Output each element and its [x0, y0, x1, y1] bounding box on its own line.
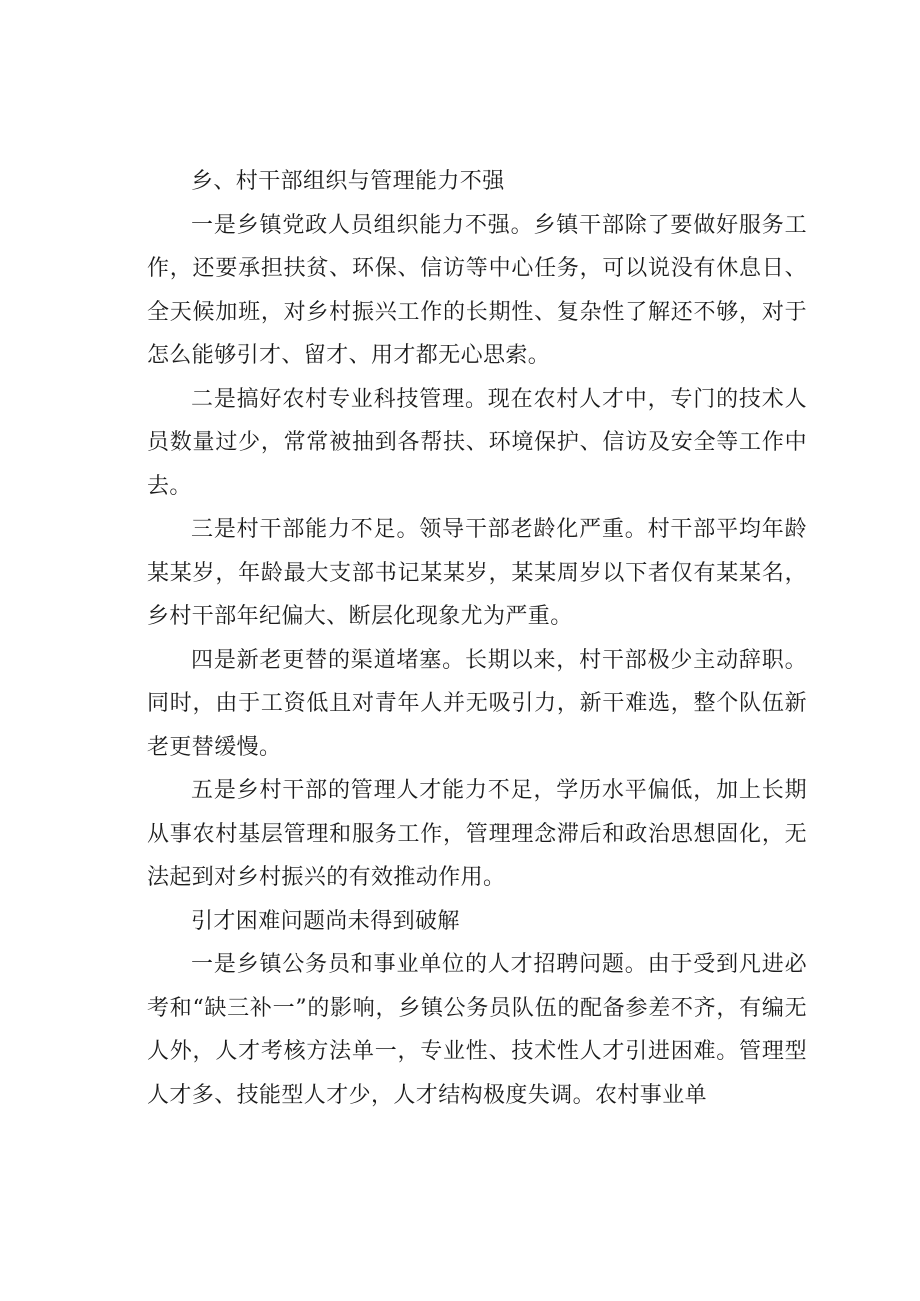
paragraph-point-4-succession: 四是新老更替的渠道堵塞。长期以来，村干部极少主动辞职。同时，由于工资低且对青年人并无吸引力，新干难选，整个队伍新老更替缓慢。 — [147, 647, 807, 760]
section-heading-talent-recruitment: 引才困难问题尚未得到破解 — [191, 908, 460, 934]
paragraph-point-2-tech-management: 二是搞好农村专业科技管理。现在农村人才中，专门的技术人员数量过少，常常被抽到各帮扶、环境保护、信访及安全等工作中去。 — [147, 386, 807, 499]
paragraph-point-5-management-talent: 五是乡村干部的管理人才能力不足，学历水平偏低，加上长期从事农村基层管理和服务工作，管理理念滞后和政治思想固化，无法起到对乡村振兴的有效推动作用。 — [147, 778, 807, 890]
paragraph-point-3-village-cadres: 三是村干部能力不足。领导干部老龄化严重。村干部平均年龄某某岁，年龄最大支部书记某某岁，某某周岁以下者仅有某某名，乡村干部年纪偏大、断层化现象尤为严重。 — [147, 517, 807, 629]
section-heading-cadre-ability: 乡、村干部组织与管理能力不强 — [191, 169, 505, 194]
paragraph-point-1-township-staff: 一是乡镇党政人员组织能力不强。乡镇干部除了要做好服务工作，还要承担扶贫、环保、信访等中心任务，可以说没有休息日、全天候加班，对乡村振兴工作的长期性、复杂性了解还不够，对于怎么能够引才、留才、用才都无心思索。 — [147, 212, 807, 368]
document-body — [147, 160, 807, 1117]
paragraph-recruitment-point-1: 一是乡镇公务员和事业单位的人才招聘问题。由于受到凡进必考和“缺三补一”的影响，乡镇公务员队伍的配备参差不齐，有编无人外，人才考核方法单一，专业性、技术性人才引进困难。管理型人才多、技能型人才少，人才结构极度失调。农村事业单 — [147, 952, 807, 1108]
